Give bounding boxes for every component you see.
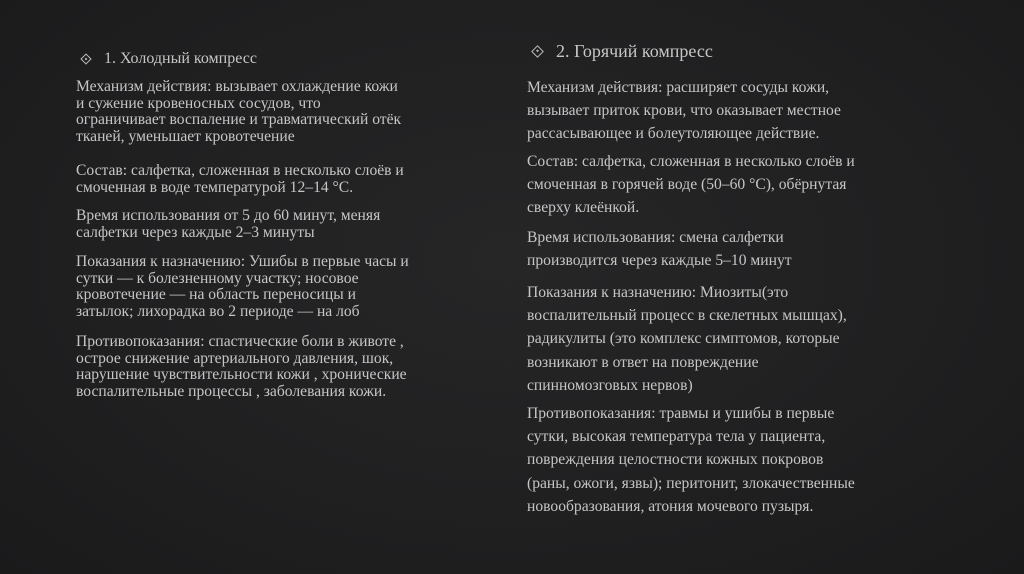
cold-mechanism-paragraph <box>76 79 401 145</box>
text-line: салфетки через каждые 2–3 минуты <box>76 223 315 241</box>
cold-contraindications-paragraph <box>76 334 407 400</box>
text-line: Механизм действия: вызывает охлаждение кожи <box>76 78 398 95</box>
cold-composition-paragraph <box>76 163 404 196</box>
text-line: спинномозговых нервов) <box>527 376 693 394</box>
text-line: смоченная в воде температурой 12–14 °С. <box>76 178 354 196</box>
cold-compress-heading <box>82 50 257 68</box>
text-line: затылок; лихорадка во 2 периоде — на лоб <box>76 302 360 320</box>
text-line: Время использования: смена салфетки <box>527 229 784 246</box>
text-line: Состав: салфетка, сложенная в несколько слоёв и <box>527 153 855 170</box>
cold-duration-paragraph <box>76 208 380 241</box>
text-line: радикулиты (это комплекс симптомов, которые <box>527 330 840 348</box>
diamond-bullet-icon <box>80 53 91 64</box>
text-line: смоченная в горячей воде (50–60 °С), обёрнутая <box>527 176 847 194</box>
text-line: воспалительный процесс в скелетных мышцах), <box>527 307 847 325</box>
hot-duration-paragraph <box>527 226 792 272</box>
cold-compress-title: 1. Холодный компресс <box>104 50 257 67</box>
text-line: Противопоказания: травмы и ушибы в первые <box>527 405 835 422</box>
hot-composition-paragraph <box>527 150 855 220</box>
text-line: сверху клеёнкой. <box>527 199 640 217</box>
text-line: производится через каждые 5–10 минут <box>527 252 792 270</box>
cold-indications-paragraph <box>76 254 409 320</box>
text-line: острое снижение артериального давления, шок, <box>76 349 394 367</box>
text-line: воспалительные процессы , заболевания кожи. <box>76 382 387 400</box>
text-line: (раны, ожоги, язвы); перитонит, злокачественные <box>527 474 855 492</box>
hot-compress-title: 2. Горячий компресс <box>556 41 713 61</box>
text-line: возникают в ответ на повреждение <box>527 353 759 371</box>
text-line: Противопоказания: спастические боли в животе , <box>76 333 404 350</box>
text-line: вызывает приток крови, что оказывает местное <box>527 102 841 120</box>
text-line: ограничивает воспаление и травматический отёк <box>76 111 402 129</box>
text-line: рассасывающее и болеутоляющее действие. <box>527 125 820 143</box>
text-line: Показания к назначению: Ушибы в первые часы и <box>76 253 409 270</box>
hot-contraindications-paragraph <box>527 402 855 518</box>
hot-mechanism-paragraph <box>527 76 841 146</box>
text-line: Механизм действия: расширяет сосуды кожи, <box>527 79 830 96</box>
text-line: тканей, уменьшает кровотечение <box>76 127 295 145</box>
text-line: сутки, высокая температура тела у пациента, <box>527 428 826 446</box>
text-line: новообразования, атония мочевого пузыря. <box>527 497 814 515</box>
text-line: сутки — к болезненному участку; носовое <box>76 269 359 287</box>
hot-indications-paragraph <box>527 281 847 397</box>
text-line: нарушение чувствительности кожи , хронические <box>76 366 407 384</box>
diamond-bullet-icon <box>531 45 544 58</box>
text-line: Показания к назначению: Миозиты(это <box>527 284 789 301</box>
text-line: Состав: салфетка, сложенная в несколько слоёв и <box>76 162 404 179</box>
hot-compress-heading <box>533 41 713 62</box>
text-line: Время использования от 5 до 60 минут, меняя <box>76 207 381 224</box>
text-line: и сужение кровеносных сосудов, что <box>76 94 321 112</box>
text-line: повреждения целостности кожных покровов <box>527 451 824 469</box>
text-line: кровотечение — на область переносицы и <box>76 286 356 304</box>
